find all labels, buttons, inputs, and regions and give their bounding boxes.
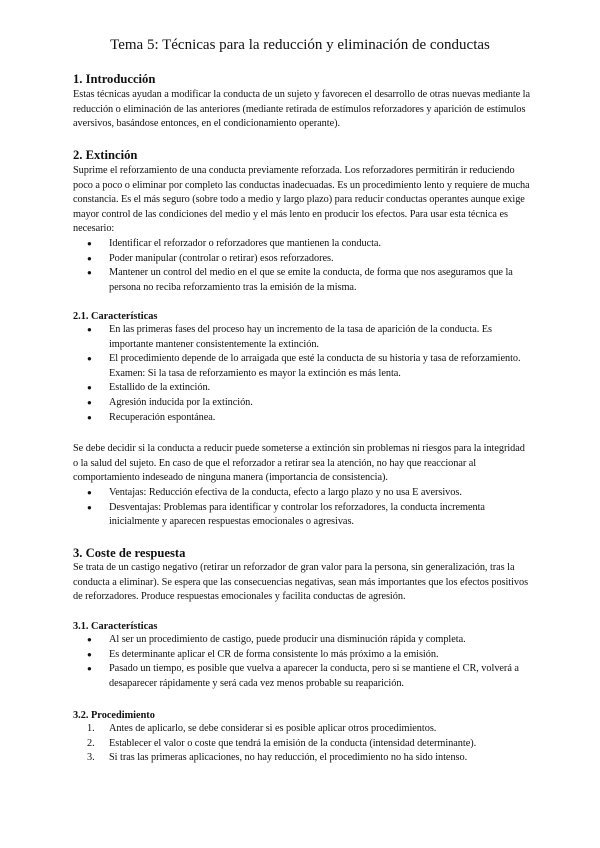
paragraph-extincion-decision: Se debe decidir si la conducta a reducir puede someterse a extinción sin problemas ni riesgos para la integridad o la salud del sujeto. En caso de que el reforzador a retirar sea la atención, no hay que reaccionar al comportamiento indeseado de ninguna manera (importancia de consistencia). [73,443,525,484]
list-item-number: 3. [87,752,95,764]
list-item: ● El procedimiento depende de lo arraigada que esté la conducta de su historia y tasa de reforzamiento. Examen: Si la tasa de reforzamiento es mayor la extinción es más lenta. [73,352,532,381]
list-item: ● Recuperación espontánea. [73,411,532,426]
list-item-text: Establecer el valor o coste que tendrá la emisión de la conducta (intensidad determinante). [109,737,477,749]
list-item: ● Agresión inducida por la extinción. [73,396,532,411]
list-caracteristicas-coste [73,633,532,691]
section-heading-coste-respuesta: 3. Coste de respuesta [73,546,186,560]
list-ventajas-desventajas [73,486,532,530]
list-item: ● Mantener un control del medio en el que se emite la conducta, de forma que nos aseguramos que la persona no reciba reforzamiento tras la emisión de la misma. [73,266,532,295]
list-item-number: 1. [87,723,95,734]
list-item [73,722,532,737]
list-item: ● Estallido de la extinción. [73,381,532,396]
paragraph-extincion: Suprime el reforzamiento de una conducta previamente reforzada. Los reforzadores permitirán ir reduciendo poco a poco o eliminar por completo las conductas inadecuadas. Es un procedimiento lento y requiere de mucha constancia. Es el más seguro (sobre todo a medio y largo plazo) para reducir conductas operantes aunque exige mayor control de las condiciones del medio y el más lento en producir los efectos. Para usar esta técnica es necesario: [73,165,530,235]
document-title: Tema 5: Técnicas para la reducción y eliminación de conductas [110,37,490,53]
paragraph-introduccion: Estas técnicas ayudan a modificar la conducta de un sujeto y favorecen el desarrollo de otras nuevas mediante la reducción o eliminación de las anteriores (mediante retirada de estímulos reforzadores y aparición de estímulos aversivos, basándose entonces, en el condicionamiento operante). [73,89,531,130]
list-item [73,751,532,766]
section-heading-extincion: 2. Extinción [73,148,138,162]
list-item [73,737,532,752]
list-item: ● En las primeras fases del proceso hay un incremento de la tasa de aparición de la conducta. Es importante mantener consistentemente la extinción. [73,323,532,352]
list-item: ● Poder manipular (controlar o retirar) esos reforzadores. [73,252,532,267]
list-item-text: Antes de aplicarlo, se debe considerar si es posible aplicar otros procedimientos. [109,723,437,734]
list-item-ventajas: ● Ventajas: Reducción efectiva de la conducta, efecto a largo plazo y no usa E aversivos. [73,486,532,501]
list-caracteristicas-extincion [73,323,532,425]
section-heading-introduccion: 1. Introducción [73,72,156,86]
list-item-desventajas: ● Desventajas: Problemas para identificar y controlar los reforzadores, la conducta incrementa inicialmente y aparecen respuestas emocionales o agresivas. [73,501,532,530]
paragraph-coste-respuesta: Se trata de un castigo negativo (retirar un reforzador de gran valor para la persona, sin generalización, tras la conducta a eliminar). Se espera que las consecuencias negativas, sean más importantes que los efectos positivos de reforzadores. Produce respuestas emocionales y facilita conductas de agresión. [73,562,529,603]
subsection-heading-procedimiento: 3.2. Procedimiento [73,710,155,721]
subsection-heading-caracteristicas-coste: 3.1. Características [73,621,158,632]
list-item: ● Es determinante aplicar el CR de forma consistente lo más próximo a la emisión. [73,648,532,663]
list-item-text: Si tras las primeras aplicaciones, no hay reducción, el procedimiento no ha sido intenso. [109,752,468,764]
list-item: ● Pasado un tiempo, es posible que vuelva a aparecer la conducta, pero si se mantiene el CR, volverá a desaparecer rápidamente y será cada vez menos probable su reaparición. [73,662,532,691]
list-item-number: 2. [87,737,95,749]
list-extincion-requisitos [73,237,532,295]
list-procedimiento [73,722,532,766]
list-item: ● Identificar el reforzador o reforzadores que mantienen la conducta. [73,237,532,252]
subsection-heading-caracteristicas-extincion: 2.1. Características [73,311,158,322]
list-item: ● Al ser un procedimiento de castigo, puede producir una disminución rápida y completa. [73,633,532,648]
